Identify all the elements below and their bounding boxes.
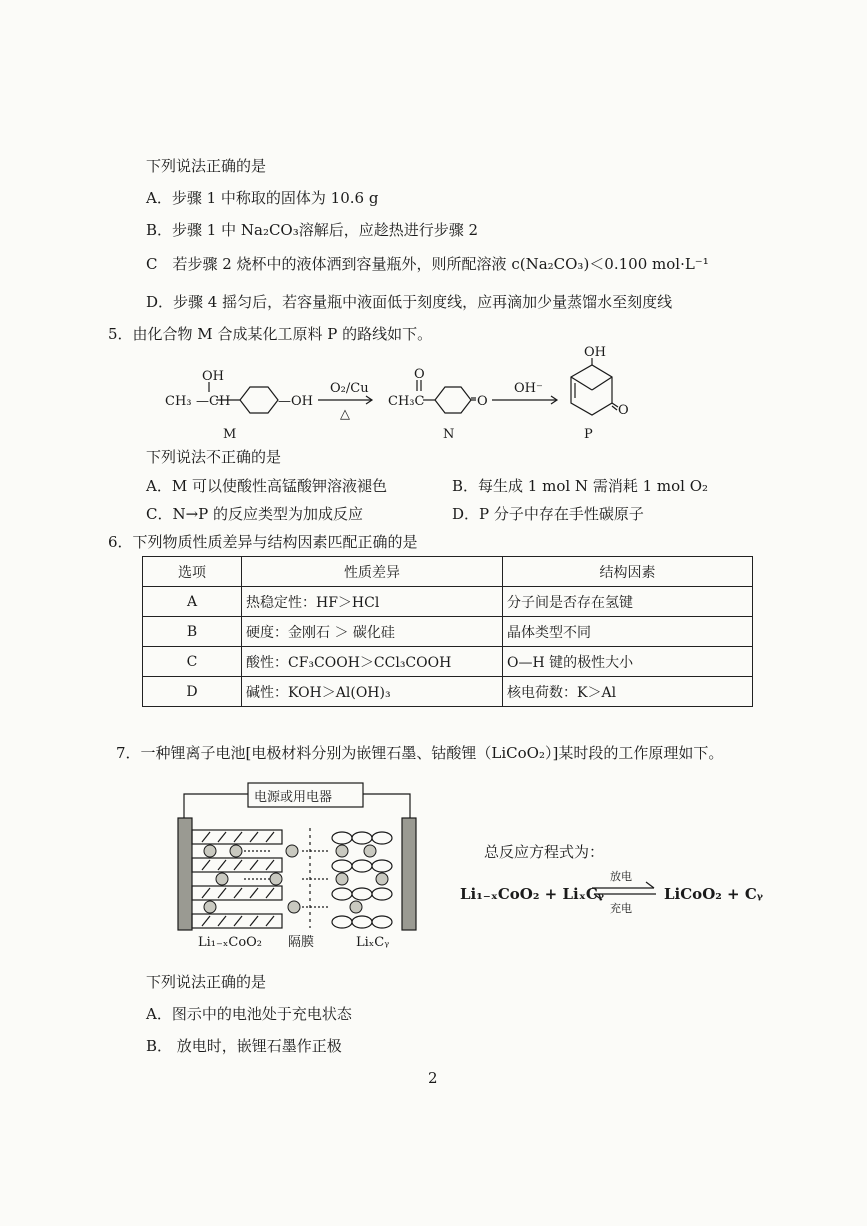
label-right-electrode: LiₓCᵧ xyxy=(356,935,390,950)
label-left-electrode: Li₁₋ₓCoO₂ xyxy=(198,935,263,950)
table-row xyxy=(143,617,753,647)
label-n: N xyxy=(443,427,455,442)
q5-stem: 5．由化合物 M 合成某化工原料 P 的路线如下。 xyxy=(108,325,433,343)
backward-label: 充电 xyxy=(610,902,632,915)
table-header-row xyxy=(143,557,753,587)
equation-title: 总反应方程式为： xyxy=(484,843,605,861)
m-oh-top-label: OH xyxy=(202,369,224,384)
table-cell: 碱性：KOH＞Al(OH)₃ xyxy=(242,677,503,707)
q7-prompt: 下列说法正确的是 xyxy=(146,973,267,991)
table-cell: 硬度：金刚石 ＞ 碳化硅 xyxy=(242,617,503,647)
table-row xyxy=(143,647,753,677)
q5-prompt: 下列说法不正确的是 xyxy=(146,448,282,466)
q5-reaction-scheme xyxy=(160,340,660,445)
q6-stem: 6．下列物质性质差异与结构因素匹配正确的是 xyxy=(108,533,418,551)
forward-label: 放电 xyxy=(610,870,632,883)
table-header: 选项 xyxy=(143,557,242,587)
q4-prompt: 下列说法正确的是 xyxy=(146,157,267,175)
table-row xyxy=(143,587,753,617)
q5-option-b: B．每生成 1 mol N 需消耗 1 mol O₂ xyxy=(452,477,709,495)
table-cell: C xyxy=(143,647,242,677)
m-ch-label: —CH xyxy=(196,394,231,409)
equation-left: Li₁₋ₓCoO₂ + LiₓCᵧ xyxy=(460,885,604,903)
n-o-end-label: O xyxy=(477,394,488,409)
q5-option-c: C．N→P 的反应类型为加成反应 xyxy=(146,505,364,523)
q4-option-c: C 若步骤 2 烧杯中的液体洒到容量瓶外，则所配溶液 c(Na₂CO₃)＜0.100 mol·L⁻¹ xyxy=(146,255,709,273)
equation-right: LiCoO₂ + Cᵧ xyxy=(664,885,764,903)
n-ring xyxy=(435,387,471,413)
table-header: 结构因素 xyxy=(503,557,753,587)
table-cell: 分子间是否存在氢键 xyxy=(503,587,753,617)
q4-option-b: B．步骤 1 中 Na₂CO₃溶解后，应趁热进行步骤 2 xyxy=(146,221,479,239)
n-o-top-label: O xyxy=(414,367,425,382)
q4-option-d: D．步骤 4 摇匀后，若容量瓶中液面低于刻度线，应再滴加少量蒸馏水至刻度线 xyxy=(146,293,673,311)
li-ions xyxy=(204,845,388,913)
q7-stem: 7．一种锂离子电池[电极材料分别为嵌锂石墨、钴酸锂（LiCoO₂）]某时段的工作原理如下。 xyxy=(116,744,724,762)
p-oh-label: OH xyxy=(584,345,606,360)
p-o-label: O xyxy=(618,403,629,418)
table-header: 性质差异 xyxy=(242,557,503,587)
m-ch3-label: CH₃ xyxy=(165,394,192,409)
table-row xyxy=(143,677,753,707)
q4-option-a: A．步骤 1 中称取的固体为 10.6 g xyxy=(146,189,379,207)
reagent-1: O₂/Cu xyxy=(330,381,369,396)
label-m: M xyxy=(223,427,237,442)
table-cell: A xyxy=(143,587,242,617)
table-cell: O—H 键的极性大小 xyxy=(503,647,753,677)
table-cell: 晶体类型不同 xyxy=(503,617,753,647)
page-number: 2 xyxy=(428,1069,438,1087)
table-cell: 热稳定性：HF＞HCl xyxy=(242,587,503,617)
power-box-label: 电源或用电器 xyxy=(254,790,333,805)
reagent-2: OH⁻ xyxy=(514,381,543,396)
q7-option-a: A．图示中的电池处于充电状态 xyxy=(146,1005,352,1023)
battery-diagram xyxy=(170,778,430,953)
right-electrode xyxy=(402,818,416,930)
q5-option-a: A．M 可以使酸性高锰酸钾溶液褪色 xyxy=(146,477,387,495)
table-cell: B xyxy=(143,617,242,647)
q6-table xyxy=(142,556,753,707)
equilibrium-arrow xyxy=(590,866,658,918)
left-electrode xyxy=(178,818,192,930)
label-p: P xyxy=(584,427,593,442)
q5-option-d: D．P 分子中存在手性碳原子 xyxy=(452,505,644,523)
q7-option-b: B． 放电时，嵌锂石墨作正极 xyxy=(146,1037,342,1055)
n-ch3c-label: CH₃C xyxy=(388,394,425,409)
table-cell: 酸性：CF₃COOH＞CCl₃COOH xyxy=(242,647,503,677)
condition-1: △ xyxy=(340,407,350,422)
m-ring xyxy=(240,387,278,413)
m-oh-end-label: —OH xyxy=(278,394,313,409)
table-cell: D xyxy=(143,677,242,707)
label-separator: 隔膜 xyxy=(288,935,315,950)
table-cell: 核电荷数：K＞Al xyxy=(503,677,753,707)
